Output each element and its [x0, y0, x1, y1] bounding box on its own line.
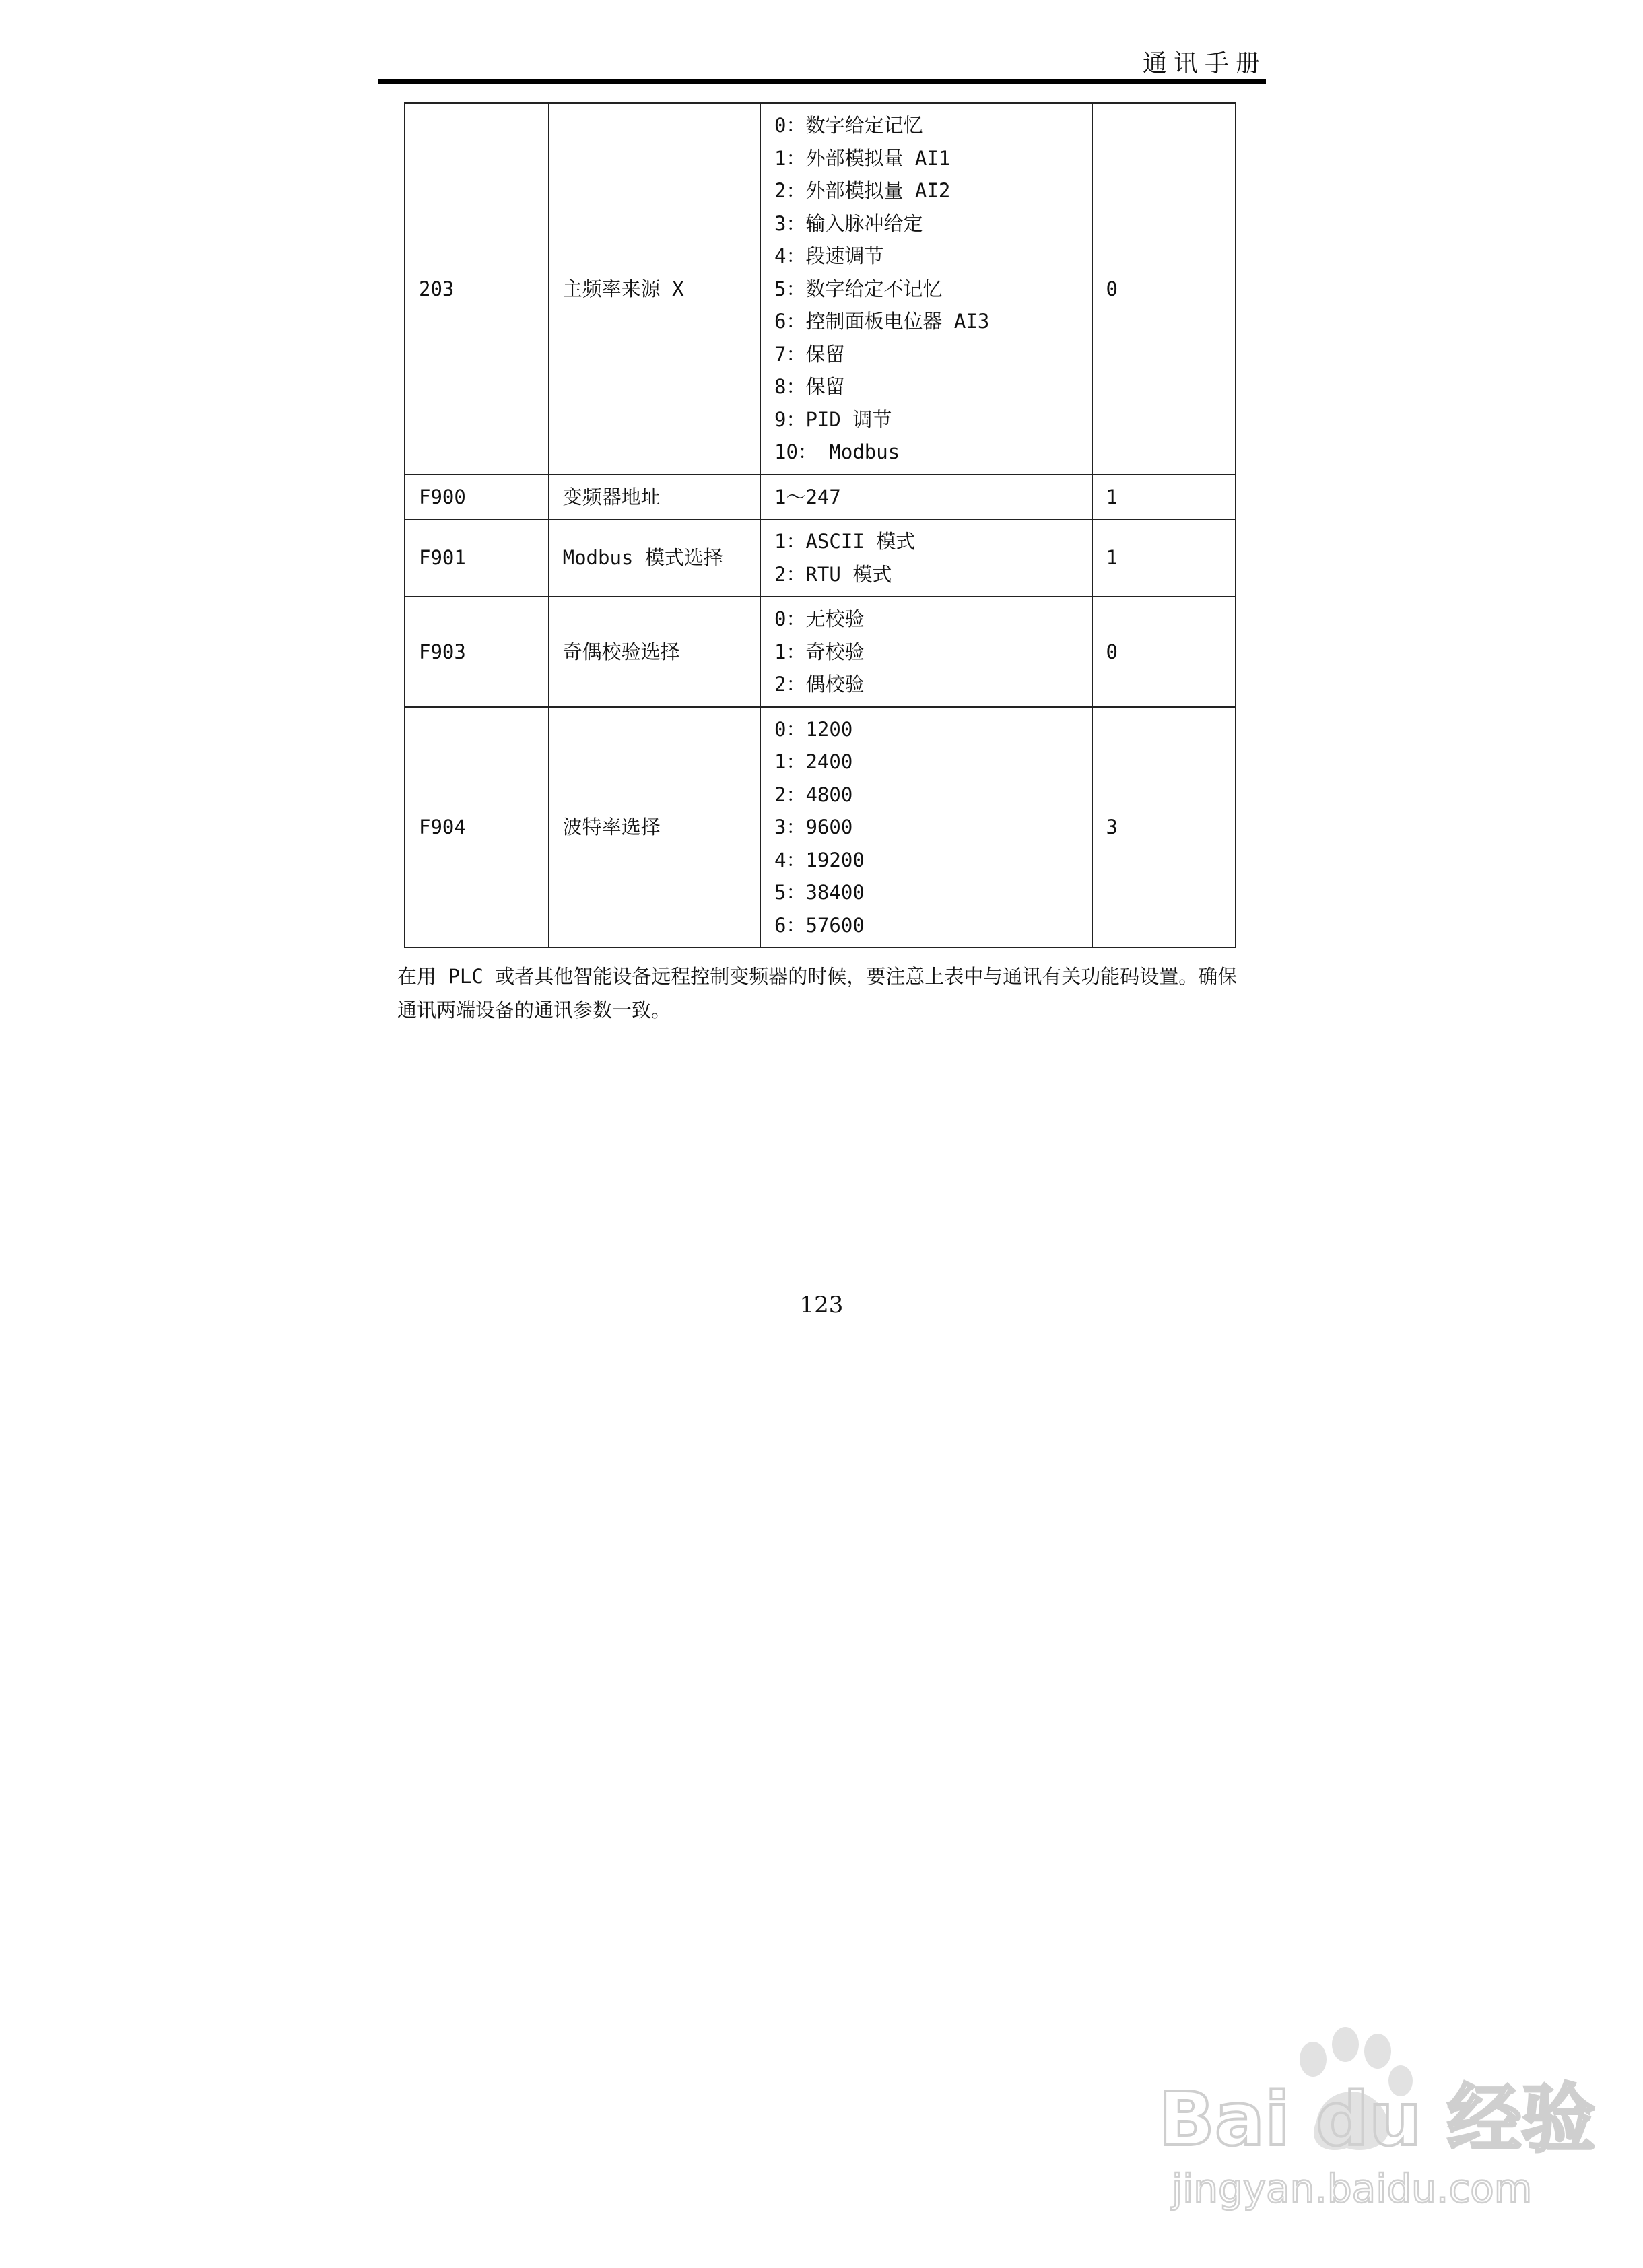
setting-option: 1：ASCII 模式: [774, 530, 916, 553]
function-code-cell: F904: [405, 707, 549, 948]
function-code-cell: F903: [405, 597, 549, 707]
header-rule: [378, 79, 1266, 84]
parameter-table: [404, 102, 1236, 948]
setting-option: 2：外部模拟量 AI2: [774, 179, 951, 202]
default-value-cell: 0: [1092, 597, 1236, 707]
function-code-cell: F901: [405, 519, 549, 597]
setting-option: 0：数字给定记忆: [774, 114, 923, 137]
function-code-cell: 203: [405, 103, 549, 475]
setting-option: 3：9600: [774, 815, 853, 838]
setting-option: 3：输入脉冲给定: [774, 211, 923, 235]
page-number: 123: [799, 1292, 844, 1319]
parameter-table-body: [405, 103, 1236, 947]
setting-range-cell: [760, 103, 1092, 475]
setting-option: 8：保留: [774, 375, 845, 398]
setting-option: 6：控制面板电位器 AI3: [774, 310, 990, 333]
parameter-name-cell: 主频率来源 X: [549, 103, 760, 475]
setting-option: 1：2400: [774, 750, 853, 773]
setting-range-cell: [760, 475, 1092, 520]
table-row: [405, 519, 1236, 597]
setting-option: 2：偶校验: [774, 673, 865, 696]
note-paragraph: [397, 960, 1273, 1027]
setting-range-cell: [760, 597, 1092, 707]
setting-option: 6：57600: [774, 913, 865, 937]
setting-option: 5：38400: [774, 881, 865, 904]
document-title: 通讯手册: [1142, 50, 1267, 77]
setting-option: 1：外部模拟量 AI1: [774, 146, 951, 170]
function-code-cell: F900: [405, 475, 549, 520]
setting-option: 5：数字给定不记忆: [774, 277, 943, 300]
table-row: [405, 597, 1236, 707]
table-row: [405, 475, 1236, 520]
setting-range-cell: [760, 519, 1092, 597]
setting-option: 9：PID 调节: [774, 407, 892, 431]
default-value-cell: 1: [1092, 519, 1236, 597]
default-value-cell: 1: [1092, 475, 1236, 520]
note-line-1: 在用 PLC 或者其他智能设备远程控制变频器的时候，要注意上表中与通讯有关功能码设置。确保: [397, 965, 1238, 988]
parameter-name-cell: 变频器地址: [549, 475, 760, 520]
parameter-name-cell: 奇偶校验选择: [549, 597, 760, 707]
setting-range-cell: [760, 707, 1092, 948]
note-line-2: 通讯两端设备的通讯参数一致。: [397, 999, 671, 1022]
setting-option: 4：段速调节: [774, 244, 884, 267]
setting-option: 2：RTU 模式: [774, 562, 892, 586]
setting-option: 1：奇校验: [774, 640, 865, 663]
watermark-url-text: jingyan.baidu.com: [1172, 2166, 1533, 2211]
table-row: [405, 707, 1236, 948]
setting-option: 1～247: [774, 485, 841, 508]
default-value-cell: 0: [1092, 103, 1236, 475]
setting-option: 0：1200: [774, 717, 853, 741]
setting-option: 4：19200: [774, 848, 865, 871]
parameter-name-cell: 波特率选择: [549, 707, 760, 948]
watermark-brand-text: Bai du 经验: [1158, 2076, 1596, 2162]
parameter-name-cell: Modbus 模式选择: [549, 519, 760, 597]
table-row: [405, 103, 1236, 475]
setting-option: 7：保留: [774, 342, 845, 366]
baidu-jingyan-watermark: [1145, 2020, 1596, 2222]
setting-option: 10： Modbus: [774, 440, 900, 463]
setting-option: 0：无校验: [774, 607, 865, 630]
default-value-cell: 3: [1092, 707, 1236, 948]
setting-option: 2：4800: [774, 782, 853, 806]
baidu-paw-logo-icon: [1145, 2020, 1596, 2222]
